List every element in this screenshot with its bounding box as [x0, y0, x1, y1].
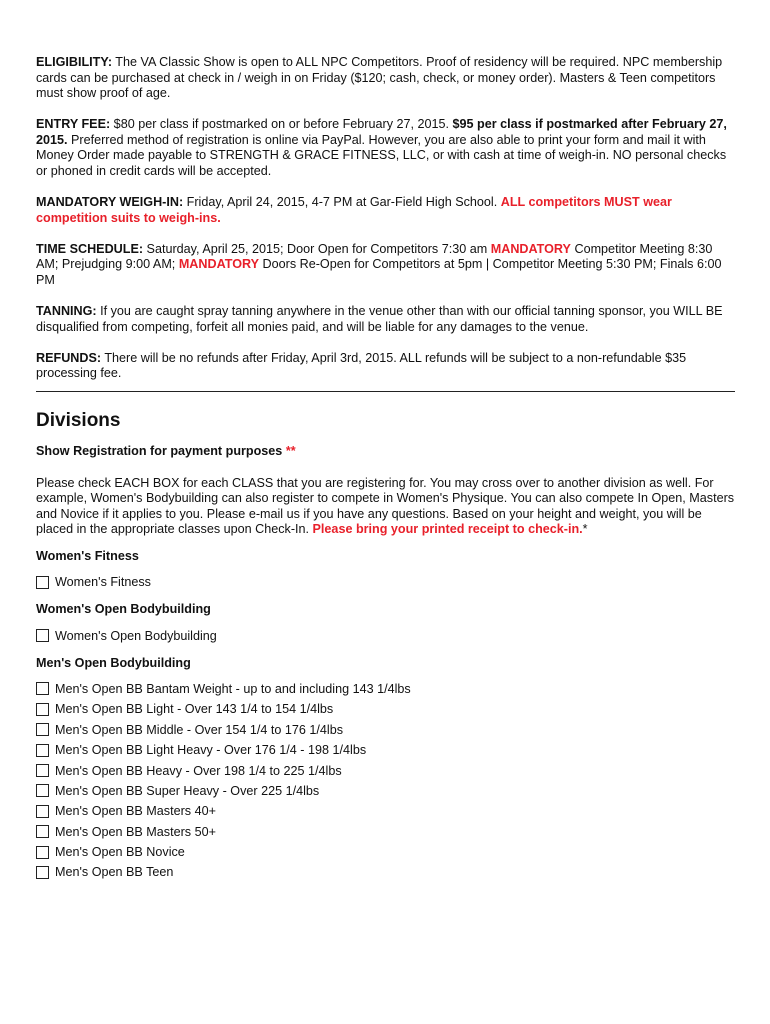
class-option-label: Men's Open BB Light - Over 143 1/4 to 154 1/4lbs	[55, 702, 334, 717]
class-option-label: Men's Open BB Light Heavy - Over 176 1/4 - 198 1/4lbs	[55, 743, 367, 758]
entry-fee-text: $80 per class if postmarked on or before February 27, 2015.	[110, 117, 453, 132]
class-checkbox[interactable]	[36, 805, 49, 818]
class-option[interactable]	[36, 801, 736, 821]
class-option[interactable]	[36, 781, 736, 801]
required-mark: **	[285, 444, 296, 458]
eligibility-text: The VA Classic Show is open to ALL NPC Competitors. Proof of residency will be required. NPC membership cards can be purchased at check in / weigh in on Friday ($120; cash, check, or money order). Masters & Teen competitors must show proof of age.	[36, 55, 723, 101]
class-option[interactable]	[36, 679, 736, 699]
schedule-mandatory-2: MANDATORY	[178, 257, 260, 272]
divisions-subheading	[36, 444, 736, 460]
eligibility-paragraph	[36, 55, 736, 102]
weigh-in-label: MANDATORY WEIGH-IN:	[36, 195, 184, 210]
schedule-text-1: Saturday, April 25, 2015; Door Open for Competitors 7:30 am	[143, 241, 491, 256]
division-group	[36, 601, 736, 645]
class-checkbox[interactable]	[36, 784, 49, 797]
divisions-subheading-text: Show Registration for payment purposes	[36, 444, 286, 458]
class-checkbox[interactable]	[36, 866, 49, 879]
class-option-label: Women's Open Bodybuilding	[55, 628, 217, 643]
divisions-intro	[36, 476, 736, 538]
class-checkbox[interactable]	[36, 629, 49, 642]
refunds-paragraph	[36, 351, 736, 382]
class-checkbox[interactable]	[36, 846, 49, 859]
section-divider	[36, 391, 735, 392]
class-checkbox[interactable]	[36, 744, 49, 757]
entry-fee-label: ENTRY FEE:	[36, 117, 111, 132]
schedule-text-3: Doors Re-Open for Competitors at 5pm | Competitor Meeting 5:30 PM; Finals 6:00 PM	[36, 257, 722, 288]
class-option-label: Men's Open BB Bantam Weight - up to and including 143 1/4lbs	[55, 681, 411, 696]
schedule-text-2: Competitor Meeting 8:30 AM; Prejudging 9:00 AM;	[36, 241, 713, 272]
class-option[interactable]	[36, 720, 736, 740]
refunds-text: There will be no refunds after Friday, April 3rd, 2015. ALL refunds will be subject to a non-refundable $35 processing fee.	[36, 350, 687, 381]
refunds-label: REFUNDS:	[36, 350, 102, 365]
class-checkbox[interactable]	[36, 703, 49, 716]
weigh-in-warning: ALL competitors MUST wear competition suits to weigh-ins.	[36, 195, 672, 225]
class-option[interactable]	[36, 740, 736, 760]
divisions-heading: Divisions	[36, 410, 121, 431]
class-option[interactable]	[36, 842, 736, 862]
weigh-in-paragraph	[36, 195, 736, 226]
division-group-title: Women's Fitness	[36, 548, 139, 563]
divisions-intro-text: Please check EACH BOX for each CLASS that you are registering for. You may cross over to another division as well. For example, Women's Bodybuilding can also register to compete in Women's Physique. You can also compete In Open, Masters and Novice if it applies to you. Please e-mail us if you have any questions. Based on your height and weight, you will be placed in the appropriate classes upon Check-In.	[36, 475, 735, 537]
class-checkbox[interactable]	[36, 764, 49, 777]
class-checkbox[interactable]	[36, 576, 49, 589]
registration-document	[36, 55, 736, 892]
class-option[interactable]	[36, 760, 736, 780]
schedule-label: TIME SCHEDULE:	[36, 241, 144, 256]
entry-fee-paragraph	[36, 117, 736, 179]
division-group	[36, 655, 736, 883]
entry-fee-details: Preferred method of registration is online via PayPal. However, you are also able to print your form and mail it with Money Order made payable to STRENGTH & GRACE FITNESS, LLC, or with cash at time of weigh-in. NO personal checks or phoned in credit cards will be accepted.	[36, 132, 727, 179]
class-option[interactable]	[36, 625, 736, 645]
class-option[interactable]	[36, 862, 736, 882]
weigh-in-text: Friday, April 24, 2015, 4-7 PM at Gar-Field High School.	[183, 195, 501, 210]
class-checkbox[interactable]	[36, 825, 49, 838]
receipt-reminder: Please bring your printed receipt to check-in.	[312, 522, 583, 537]
class-option[interactable]	[36, 699, 736, 719]
tanning-paragraph	[36, 304, 736, 335]
division-group-title: Men's Open Bodybuilding	[36, 655, 191, 670]
class-option-label: Men's Open BB Heavy - Over 198 1/4 to 225 1/4lbs	[55, 763, 342, 778]
class-option-label: Men's Open BB Novice	[55, 845, 185, 860]
divisions-intro-end: *	[582, 522, 588, 537]
class-checkbox[interactable]	[36, 682, 49, 695]
tanning-label: TANNING:	[36, 304, 97, 319]
entry-fee-late-fee: $95 per class if postmarked after February 27, 2015.	[36, 117, 727, 147]
class-option-label: Women's Fitness	[55, 575, 151, 590]
division-groups	[36, 548, 736, 883]
schedule-paragraph	[36, 242, 736, 289]
class-option-label: Men's Open BB Masters 40+	[55, 804, 216, 819]
division-group-title: Women's Open Bodybuilding	[36, 602, 211, 617]
division-group	[36, 548, 736, 592]
schedule-mandatory-1: MANDATORY	[490, 241, 571, 256]
class-option-label: Men's Open BB Teen	[55, 865, 174, 880]
class-option[interactable]	[36, 821, 736, 841]
class-checkbox[interactable]	[36, 723, 49, 736]
class-option[interactable]	[36, 572, 736, 592]
class-option-label: Men's Open BB Middle - Over 154 1/4 to 176 1/4lbs	[55, 722, 344, 737]
class-option-label: Men's Open BB Masters 50+	[55, 824, 216, 839]
tanning-text: If you are caught spray tanning anywhere in the venue other than with our official tanning sponsor, you WILL BE disqualified from competing, forfeit all monies paid, and will be liable for any damages to the venue.	[36, 304, 723, 334]
eligibility-label: ELIGIBILITY:	[36, 55, 113, 69]
class-option-label: Men's Open BB Super Heavy - Over 225 1/4lbs	[55, 783, 320, 798]
